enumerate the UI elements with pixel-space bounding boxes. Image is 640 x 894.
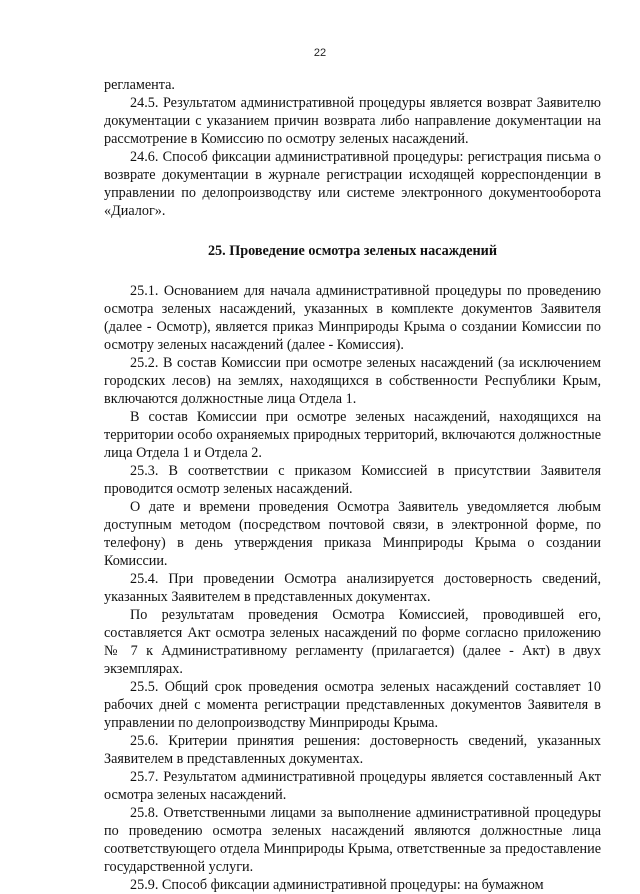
paragraph: 25.3. В соответствии с приказом Комиссией в присутствии Заявителя проводится осмотр зеленых насаждений.	[104, 463, 601, 497]
document-body	[104, 76, 601, 894]
paragraph: 25.7. Результатом административной процедуры является составленный Акт осмотра зеленых насаждений.	[104, 769, 601, 803]
paragraph: 24.6. Способ фиксации административной процедуры: регистрация письма о возврате документации в журнале регистрации исходящей корреспонденции в управлении по делопроизводству или системе электронного документооборота «Диалог».	[104, 149, 601, 219]
paragraph: 25.2. В состав Комиссии при осмотре зеленых насаждений (за исключением городских лесов) на землях, находящихся в собственности Республики Крым, включаются должностные лица Отдела 1.	[104, 355, 601, 407]
paragraph: регламента.	[104, 77, 175, 93]
paragraph: 25.1. Основанием для начала административной процедуры по проведению осмотра зеленых насаждений, указанных в комплекте документов Заявителя (далее - Осмотр), является приказ Минприроды Крыма о создании Комиссии по осмотру зеленых насаждений (далее - Комиссия).	[104, 283, 601, 353]
paragraph: 25.6. Критерии принятия решения: достоверность сведений, указанных Заявителем в представленных документах.	[104, 733, 601, 767]
page-number: 22	[313, 47, 327, 59]
paragraph: 25.5. Общий срок проведения осмотра зеленых насаждений составляет 10 рабочих дней с момента регистрации представленных документов Заявителя в управлении по делопроизводству Минприроды Крыма.	[104, 679, 601, 731]
paragraph: О дате и времени проведения Осмотра Заявитель уведомляется любым доступным методом (посредством почтовой связи, в электронной форме, по телефону) в день утверждения приказа Минприроды Крыма о создании Комиссии.	[104, 499, 601, 569]
section-title: 25. Проведение осмотра зеленых насаждений	[207, 243, 498, 259]
paragraph: В состав Комиссии при осмотре зеленых насаждений, находящихся на территории особо охраняемых природных территорий, включаются должностные лица Отдела 1 и Отдела 2.	[104, 409, 601, 461]
paragraph: 25.4. При проведении Осмотра анализируется достоверность сведений, указанных Заявителем в представленных документах.	[104, 571, 601, 605]
paragraph: 25.9. Способ фиксации административной процедуры: на бумажном	[130, 877, 544, 893]
paragraph: 25.8. Ответственными лицами за выполнение административной процедуры по проведению осмотра зеленых насаждений являются должностные лица соответствующего отдела Минприроды Крыма, ответственные за предоставление государственной услуги.	[104, 805, 601, 875]
paragraph: 24.5. Результатом административной процедуры является возврат Заявителю документации с указанием причин возврата либо направление документации на рассмотрение в Комиссию по осмотру зеленых насаждений.	[104, 95, 601, 147]
paragraph: По результатам проведения Осмотра Комиссией, проводившей его, составляется Акт осмотра зеленых насаждений по форме согласно приложению № 7 к Административному регламенту (прилагается) (далее - Акт) в двух экземплярах.	[104, 607, 601, 677]
